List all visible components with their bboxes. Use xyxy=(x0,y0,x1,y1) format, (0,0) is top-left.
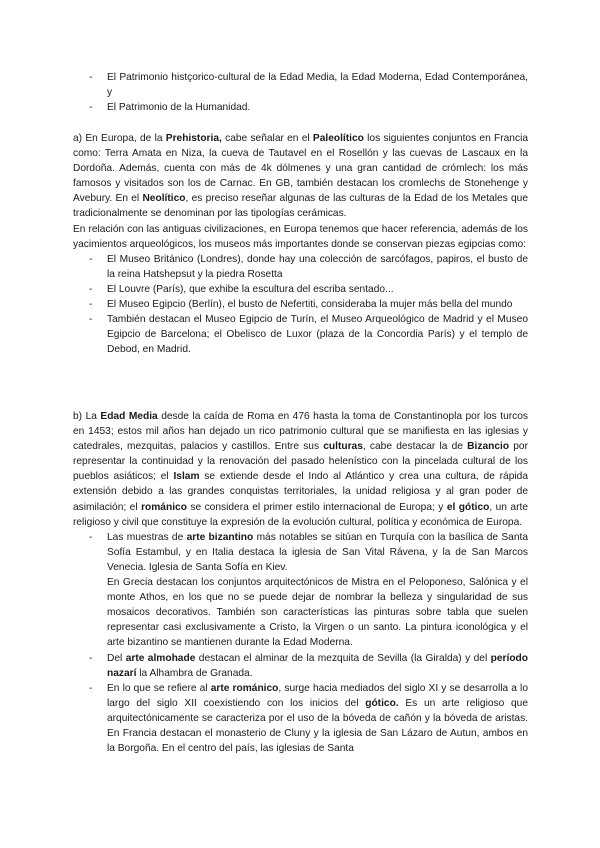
section-a xyxy=(73,131,528,357)
list-item: - Del arte almohade destacan el alminar de la mezquita de Sevilla (la Giralda) y del período nazarí la Alhambra de Granada. xyxy=(89,652,528,679)
section-a-museums-intro: En relación con las antiguas civilizaciones, en Europa tenemos que hacer referencia, además de los yacimientos arqueológicos, los museos más importantes donde se conservan piezas egipcias como: xyxy=(73,223,528,250)
intro-list xyxy=(73,70,528,115)
list-item: - El Museo Británico (Londres), donde hay una colección de sarcófagos, papiros, el busto de la reina Hatshepsut y la piedra Rosetta xyxy=(89,253,528,280)
list-item: - El Patrimonio histçorico-cultural de la Edad Media, la Edad Moderna, Edad Contemporánea, y xyxy=(89,72,528,99)
section-b-paragraph: b) La Edad Media desde la caída de Roma en 476 hasta la toma de Constantinopla por los turcos en 1453; estos mil años han dejado un rico patrimonio cultural que se manifiesta en las iglesias y catedrales, mezquitas, palacios y castillos. Entre sus culturas, cabe destacar la de Bizancio por representar la continuidad y la renovación del pasado helenístico con la pincelada cultural de los pueblos asiáticos; el Islam se extiende desde el Indo al Atlántico y crea una cultura, de rápida extensión debido a las grandes conquistas territoriales, la unidad religiosa y al gran poder de asimilación; el románico se considera el primer estilo internacional de Europa; y el gótico, un arte religioso y civil que constituye la expresión de la evolución cultural, política y económica de Europa. xyxy=(73,411,529,528)
medieval-art-list xyxy=(73,530,528,756)
museum-list xyxy=(73,252,528,358)
section-a-paragraph: a) En Europa, de la Prehistoria, cabe señalar en el Paleolítico los siguientes conjuntos en Francia como: Terra Amata en Niza, la cueva de Tautavel en el Rosellón y las cuevas de Lascaux en la Dordoña. Además, cuenta con más de 4k dólmenes y una gran cantidad de crómlech: los más famosos y visitados son los de Carnac. En GB, también destacan los cromlechs de Stonehenge y Avebury. En el Neolítico, es preciso reseñar algunas de las culturas de la Edad de los Metales que tradicionalmente se denominan por las tipologías cerámicas. xyxy=(73,133,528,220)
list-item: - También destacan el Museo Egipcio de Turín, el Museo Arqueológico de Madrid y el Museo Egipcio de Barcelona; el Obelisco de Luxor (plaza de la Concordia París) y el templo de Debod, en Madrid. xyxy=(89,314,528,356)
list-item: - El Museo Egipcio (Berlín), el busto de Nefertiti, consideraba la mujer más bella del mundo xyxy=(89,299,513,311)
list-item: - El Louvre (París), que exhibe la escultura del escriba sentado... xyxy=(89,283,394,295)
list-item: - Las muestras de arte bizantino más notables se sitúan en Turquía con la basílica de Santa Sofía Estambul, y en Italia destaca la iglesia de San Vital Rávena, y la de San Marcos Venecia. Iglesia de Santa Sofía en Kiev. En Grecia destacan los conjuntos arquitectónicos de Mistra en el Peloponeso, Salónica y el monte Athos, en los que no se puede dejar de nombrar la belleza y singularidad de sus mosaicos decorativos. También son características las pinturas sobre tabla que suelen representar casi exclusivamente a Cristo, la Virgen o un santo. La pintura iconológica y el arte bizantino se mantienen durante la Edad Moderna. xyxy=(89,531,528,649)
section-b xyxy=(73,409,528,756)
list-item: - En lo que se refiere al arte románico, surge hacia mediados del siglo XI y se desarrolla a lo largo del siglo XII coexistiendo con los inicios del gótico. Es un arte religioso que arquitectónicamente se caracteriza por el uso de la bóveda de cañón y la bóveda de aristas. En Francia destacan el monasterio de Cluny y la iglesia de San Lázaro de Autun, ambos en la Borgoña. En el centro del país, las iglesias de Santa xyxy=(89,682,528,755)
list-item: - El Patrimonio de la Humanidad. xyxy=(89,102,251,114)
